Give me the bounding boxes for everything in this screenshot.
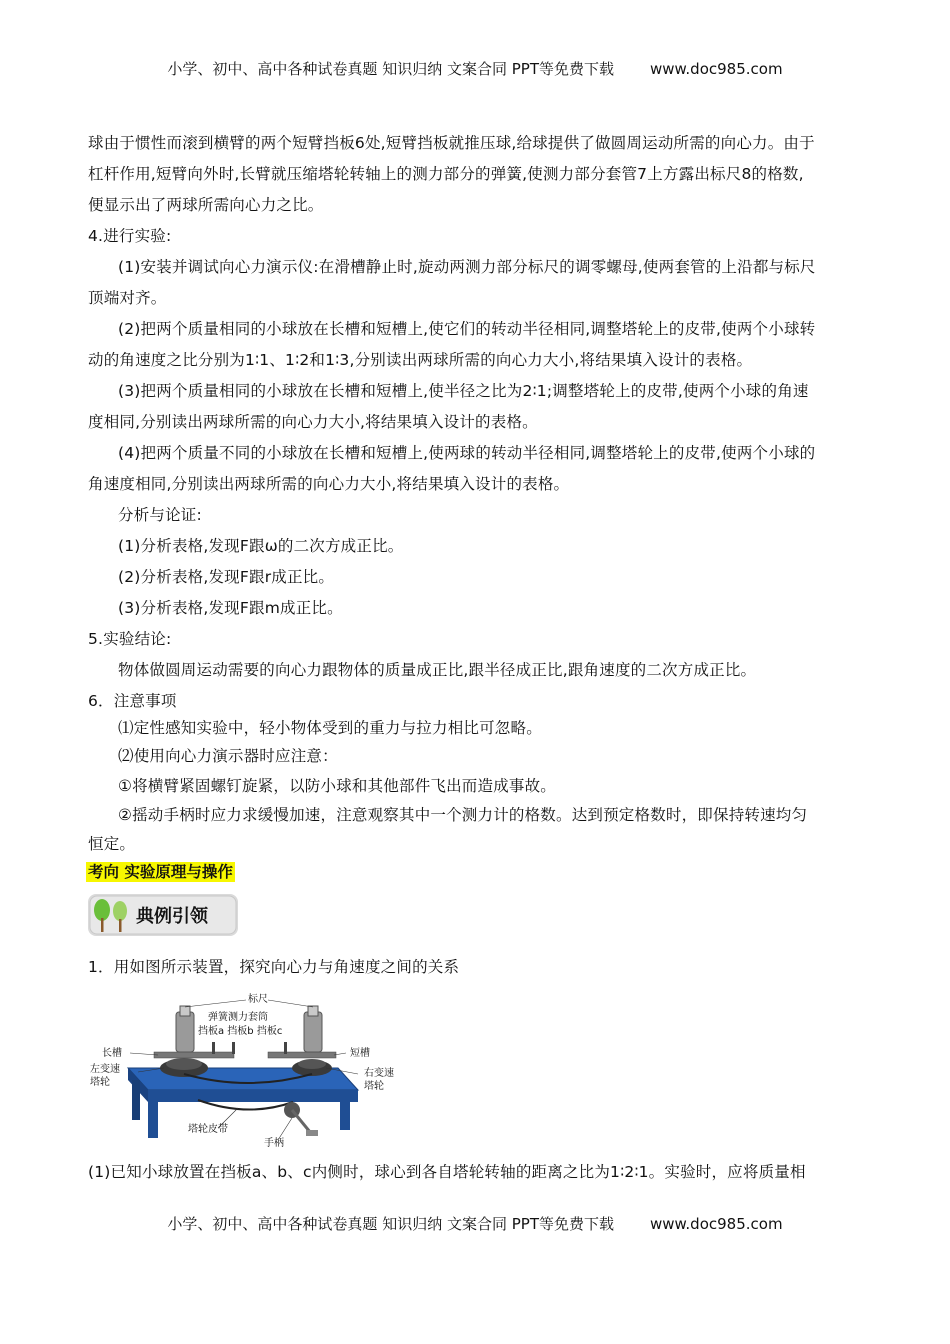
label-long-slot: 长槽 <box>102 1048 122 1059</box>
para1-line2: 杠杆作用,短臂向外时,长臂就压缩塔轮转轴上的测力部分的弹簧,使测力部分套管7上方露出标尺8的格数, <box>88 165 804 183</box>
label-right-wheel-line1: 右变速 <box>364 1068 394 1079</box>
footer-site[interactable]: www.doc985.com <box>649 1215 783 1233</box>
note-2-item2-line1: ②摇动手柄时应力求缓慢加速，注意观察其中一个测力计的格数。达到预定格数时，即保持转速均匀 <box>118 806 808 824</box>
section5-heading: 5.实验结论: <box>88 630 172 648</box>
footer-text: 小学、初中、高中各种试卷真题 知识归纳 文案合同 PPT等免费下载 <box>167 1215 614 1233</box>
label-belt: 塔轮皮带 <box>188 1124 228 1135</box>
label-right-wheel-line2: 塔轮 <box>364 1081 384 1092</box>
step2-line1: (2)把两个质量相同的小球放在长槽和短槽上,使它们的转动半径相同,调整塔轮上的皮带,使两个小球转 <box>118 320 816 338</box>
step4-line1: (4)把两个质量不同的小球放在长槽和短槽上,使两球的转动半径相同,调整塔轮上的皮带,使两个小球的 <box>118 444 816 462</box>
step1-line2: 顶端对齐。 <box>88 289 167 307</box>
example-badge <box>88 894 238 936</box>
question1: 1．用如图所示装置，探究向心力与角速度之间的关系 <box>88 958 460 976</box>
note-2-item1: ①将横臂紧固螺钉旋紧，以防小球和其他部件飞出而造成事故。 <box>118 777 556 795</box>
label-ruler: 标尺 <box>248 994 268 1005</box>
header-site[interactable]: www.doc985.com <box>649 60 783 78</box>
topic-highlight: 考向 实验原理与操作 <box>88 863 233 881</box>
note-2-item2-line2: 恒定。 <box>88 835 136 853</box>
question1-part1: (1)已知小球放置在挡板a、b、c内侧时，球心到各自塔轮转轴的距离之比为1∶2∶1。实验时，应将质量相 <box>88 1163 806 1181</box>
apparatus-figure <box>88 990 428 1150</box>
note-2: ⑵使用向心力演示器时应注意： <box>118 747 338 765</box>
label-baffles: 挡板a 挡板b 挡板c <box>198 1026 283 1037</box>
section5-text: 物体做圆周运动需要的向心力跟物体的质量成正比,跟半径成正比,跟角速度的二次方成正比。 <box>118 661 757 679</box>
label-handle: 手柄 <box>264 1138 284 1149</box>
label-short-slot: 短槽 <box>350 1048 370 1059</box>
label-left-wheel-line1: 左变速 <box>90 1064 120 1075</box>
para1-line1: 球由于惯性而滚到横臂的两个短臂挡板6处,短臂挡板就推压球,给球提供了做圆周运动所需的向心力。由于 <box>88 134 815 152</box>
page-footer <box>0 1213 950 1234</box>
badge-label: 典例引领 <box>136 906 208 927</box>
page-header <box>0 58 950 79</box>
note-1: ⑴定性感知实验中，轻小物体受到的重力与拉力相比可忽略。 <box>118 719 542 737</box>
analysis-1: (1)分析表格,发现F跟ω的二次方成正比。 <box>118 537 404 555</box>
step1-line1: (1)安装并调试向心力演示仪:在滑槽静止时,旋动两测力部分标尺的调零螺母,使两套管的上沿都与标尺 <box>118 258 816 276</box>
analysis-heading: 分析与论证: <box>118 506 202 524</box>
section6-heading: 6．注意事项 <box>88 692 177 710</box>
step3-line2: 度相同,分别读出两球所需的向心力大小,将结果填入设计的表格。 <box>88 413 538 431</box>
para1-line3: 便显示出了两球所需向心力之比。 <box>88 196 324 214</box>
step4-line2: 角速度相同,分别读出两球所需的向心力大小,将结果填入设计的表格。 <box>88 475 570 493</box>
step3-line1: (3)把两个质量相同的小球放在长槽和短槽上,使半径之比为2∶1;调整塔轮上的皮带,使两个小球的角速 <box>118 382 809 400</box>
label-left-wheel-line2: 塔轮 <box>90 1077 110 1088</box>
analysis-3: (3)分析表格,发现F跟m成正比。 <box>118 599 343 617</box>
header-text: 小学、初中、高中各种试卷真题 知识归纳 文案合同 PPT等免费下载 <box>167 60 614 78</box>
section4-heading: 4.进行实验: <box>88 227 172 245</box>
analysis-2: (2)分析表格,发现F跟r成正比。 <box>118 568 335 586</box>
label-sleeve: 弹簧测力套筒 <box>208 1012 268 1023</box>
step2-line2: 动的角速度之比分别为1∶1、1∶2和1∶3,分别读出两球所需的向心力大小,将结果填入设计的表格。 <box>88 351 753 369</box>
